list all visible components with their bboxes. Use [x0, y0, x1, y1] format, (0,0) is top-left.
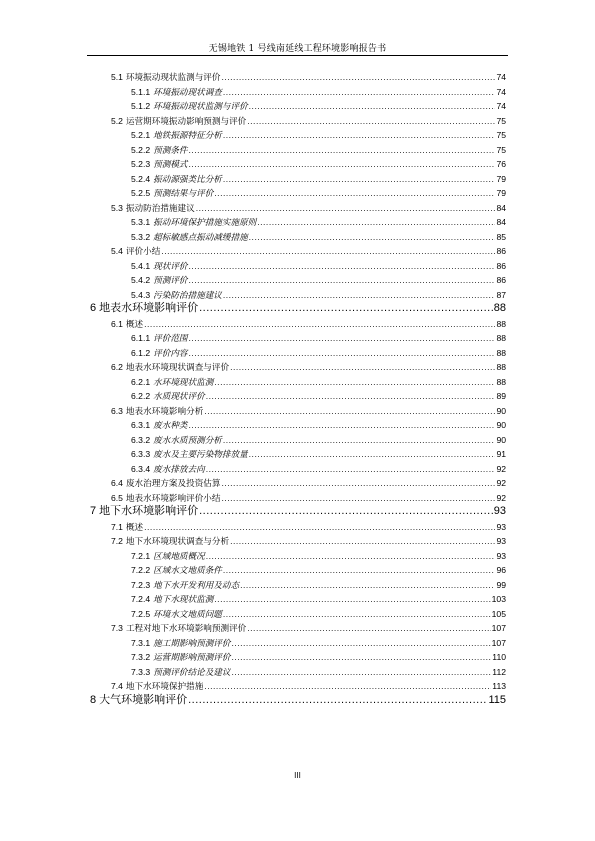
toc-entry[interactable] — [131, 231, 506, 244]
toc-leader-dots — [188, 693, 487, 707]
toc-entry-page: 74 — [496, 101, 506, 111]
toc-entry-page: 89 — [496, 391, 506, 401]
toc-entry-number: 5.2.1 — [131, 130, 151, 140]
toc-entry-page: 85 — [496, 231, 506, 242]
toc-entry-title: 地下水现状监测 — [153, 595, 214, 605]
toc-leader-dots — [214, 593, 490, 605]
toc-entry-page: 113 — [492, 681, 506, 691]
toc-entry-number: 7.3.2 — [131, 652, 151, 662]
toc-entry-title: 预测评价 — [153, 276, 188, 286]
toc-entry-page: 93 — [496, 521, 506, 532]
toc-leader-dots — [214, 187, 495, 199]
toc-entry-number: 5.1 — [111, 72, 123, 82]
toc-leader-dots — [189, 274, 496, 286]
toc-entry-title: 运营期环境振动影响预测与评价 — [125, 116, 247, 127]
toc-entry-title: 地表水环境现状调查与评价 — [125, 363, 230, 373]
toc-entry-number: 7.3 — [111, 623, 123, 633]
toc-leader-dots — [230, 535, 495, 547]
toc-entry[interactable] — [131, 216, 506, 229]
toc-entry-page: 92 — [496, 463, 506, 474]
toc-entry-title: 水环境现状监测 — [153, 377, 214, 388]
toc-entry-page: 115 — [488, 693, 506, 706]
toc-entry[interactable] — [131, 100, 506, 113]
toc-leader-dots — [189, 158, 496, 170]
toc-entry-number: 7.3.3 — [131, 666, 151, 677]
toc-entry[interactable] — [111, 405, 506, 418]
toc-entry-page: 75 — [496, 130, 506, 140]
toc-entry-title: 评价范围 — [153, 334, 188, 344]
toc-entry-title: 地表水环境影响分析 — [125, 406, 204, 417]
toc-entry-page: 105 — [491, 608, 506, 619]
toc-entry-title: 工程对地下水环境影响预测评价 — [125, 624, 247, 634]
toc-entry[interactable] — [131, 332, 506, 345]
toc-entry-page: 75 — [496, 115, 506, 126]
toc-entry[interactable] — [111, 71, 506, 84]
toc-entry[interactable] — [111, 680, 506, 693]
toc-entry-title: 废水治理方案及投资估算 — [125, 479, 221, 489]
toc-entry-title: 现状评价 — [153, 261, 188, 272]
toc-entry[interactable] — [131, 274, 506, 287]
toc-entry-page: 88 — [496, 376, 506, 387]
toc-entry-number: 7.2.3 — [131, 579, 151, 590]
toc-entry-number: 6.2.2 — [131, 391, 151, 401]
toc-leader-dots — [231, 637, 490, 649]
toc-leader-dots — [223, 608, 491, 620]
toc-entry-page: 112 — [492, 666, 506, 677]
toc-entry-number: 6.3.3 — [131, 449, 151, 459]
toc-leader-dots — [231, 666, 491, 678]
toc-entry-page: 99 — [496, 579, 506, 590]
toc-entry-number: 6.2 — [111, 362, 123, 372]
toc-leader-dots — [206, 463, 496, 475]
toc-leader-dots — [223, 86, 496, 98]
toc-entry-number: 6.3.1 — [131, 420, 151, 430]
toc-entry-number: 5.1.2 — [131, 101, 151, 111]
toc-leader-dots — [223, 173, 496, 185]
toc-entry-number: 7 — [90, 505, 97, 517]
toc-entry-title: 预测模式 — [153, 160, 188, 170]
toc-entry-number: 7.2.4 — [131, 594, 151, 604]
toc-entry-page: 103 — [491, 594, 506, 604]
toc-entry[interactable] — [111, 318, 506, 331]
toc-entry-title: 地表水环境影响评价小结 — [125, 493, 221, 504]
toc-entry-number: 5.3.2 — [131, 231, 151, 242]
toc-entry-title: 运营期影响预测评价 — [153, 653, 231, 663]
toc-entry[interactable] — [131, 463, 506, 476]
toc-entry[interactable] — [111, 622, 506, 635]
toc-entry[interactable] — [111, 477, 506, 490]
toc-entry-number: 5.4.2 — [131, 275, 151, 285]
toc-entry-number: 5.2.5 — [131, 188, 151, 198]
toc-leader-dots — [247, 622, 490, 634]
toc-entry-title: 区域地质概况 — [153, 551, 205, 562]
toc-leader-dots — [223, 434, 496, 446]
toc-entry-number: 7.3.1 — [131, 637, 151, 648]
toc-leader-dots — [144, 521, 495, 533]
toc-entry-title: 废水水质预测分析 — [153, 435, 222, 446]
toc-entry[interactable] — [111, 361, 506, 374]
toc-entry-page: 74 — [496, 72, 506, 82]
toc-entry-page: 93 — [496, 550, 506, 561]
toc-entry-title: 地铁振源特征分析 — [153, 131, 222, 141]
toc-entry-number: 5.2.4 — [131, 173, 151, 184]
toc-entry-title: 振动源强类比分析 — [153, 174, 222, 185]
toc-entry-number: 7.4 — [111, 681, 123, 691]
toc-entry[interactable] — [131, 86, 506, 99]
toc-entry-number: 6.3.2 — [131, 434, 151, 445]
toc-entry-page: 86 — [496, 260, 506, 271]
toc-leader-dots — [206, 390, 496, 402]
toc-entry[interactable] — [111, 521, 506, 534]
toc-entry-title: 废水及主要污染物排放量 — [153, 450, 248, 460]
toc-entry-number: 6.1 — [111, 318, 123, 329]
toc-entry[interactable] — [111, 115, 506, 128]
toc-leader-dots — [222, 71, 496, 83]
toc-entry-title: 环境水文地质问题 — [153, 609, 222, 620]
toc-entry-page: 75 — [496, 144, 506, 155]
toc-entry-page: 88 — [496, 362, 506, 372]
toc-entry[interactable] — [131, 144, 506, 157]
toc-entry[interactable] — [131, 448, 506, 461]
toc-leader-dots — [214, 376, 495, 388]
toc-entry[interactable] — [90, 504, 506, 518]
toc-leader-dots — [161, 245, 495, 257]
toc-entry[interactable] — [131, 129, 506, 142]
toc-leader-dots — [223, 564, 496, 576]
toc-entry[interactable] — [111, 492, 506, 505]
toc-entry-page: 88 — [496, 347, 506, 358]
toc-entry-page: 88 — [496, 333, 506, 343]
toc-entry-number: 5.4.3 — [131, 289, 151, 300]
toc-entry-page: 79 — [496, 173, 506, 184]
toc-entry[interactable] — [131, 579, 506, 592]
toc-entry-title: 概述 — [125, 522, 144, 533]
toc-entry-page: 86 — [496, 275, 506, 285]
toc-entry[interactable] — [131, 390, 506, 403]
toc-leader-dots — [189, 260, 496, 272]
toc-entry-number: 5.2.3 — [131, 159, 151, 169]
toc-entry-title: 环境振动现状监测与评价 — [125, 73, 221, 83]
toc-leader-dots — [249, 231, 496, 243]
toc-entry-page: 107 — [491, 623, 506, 633]
toc-entry-page: 93 — [496, 536, 506, 546]
toc-entry-number: 7.2.5 — [131, 608, 151, 619]
toc-entry-number: 5.2 — [111, 115, 123, 126]
toc-entry[interactable] — [131, 187, 506, 200]
toc-entry-title: 施工期影响预测评价 — [153, 638, 231, 649]
toc-entry-number: 5.2.2 — [131, 144, 151, 155]
toc-leader-dots — [196, 202, 496, 214]
toc-leader-dots — [231, 651, 491, 663]
toc-leader-dots — [189, 419, 496, 431]
toc-entry[interactable] — [111, 245, 506, 258]
toc-leader-dots — [249, 448, 496, 460]
toc-entry[interactable] — [90, 693, 506, 707]
toc-leader-dots — [223, 129, 496, 141]
toc-entry-number: 6 — [90, 302, 97, 314]
toc-entry-page: 86 — [496, 246, 506, 256]
toc-leader-dots — [204, 680, 491, 692]
toc-entry[interactable] — [131, 550, 506, 563]
toc-entry-page: 90 — [496, 405, 506, 416]
running-header: 无锡地铁 1 号线南延线工程环境影响报告书 — [208, 44, 387, 54]
toc-entry[interactable] — [131, 608, 506, 621]
toc-entry[interactable] — [131, 260, 506, 273]
toc-leader-dots — [222, 477, 496, 489]
toc-entry-page: 88 — [496, 318, 506, 329]
toc-entry-title: 污染防治措施建议 — [153, 290, 222, 301]
toc-entry[interactable] — [131, 434, 506, 447]
toc-entry-page: 110 — [492, 652, 506, 662]
toc-entry-title: 评价小结 — [125, 247, 161, 257]
toc-entry-number: 6.5 — [111, 492, 123, 503]
toc-leader-dots — [199, 504, 493, 518]
toc-entry-page: 84 — [496, 202, 506, 213]
toc-entry-title: 地下水环境现状调查与分析 — [125, 537, 230, 547]
toc-entry-title: 超标敏感点振动减缓措施 — [153, 232, 248, 243]
toc-entry-title: 预测评价结论及建议 — [153, 667, 231, 678]
toc-entry-number: 7.2.2 — [131, 565, 151, 575]
toc-leader-dots — [144, 318, 495, 330]
toc-leader-dots — [247, 115, 495, 127]
header-rule — [87, 55, 508, 56]
toc-entry[interactable] — [131, 376, 506, 389]
toc-entry-title: 振动防治措施建议 — [125, 203, 195, 214]
toc-entry-page: 88 — [493, 302, 506, 314]
toc-entry[interactable] — [131, 593, 506, 606]
toc-entry-number: 6.1.2 — [131, 347, 151, 358]
toc-entry[interactable] — [131, 347, 506, 360]
toc-entry-number: 5.3 — [111, 202, 123, 213]
toc-leader-dots — [230, 361, 495, 373]
toc-entry-page: 79 — [496, 188, 506, 198]
toc-entry-page: 84 — [496, 217, 506, 227]
toc-entry-page: 92 — [496, 478, 506, 488]
toc-entry-number: 8 — [90, 693, 97, 706]
toc-entry-title: 水质现状评价 — [153, 392, 205, 402]
toc-entry-page: 96 — [496, 565, 506, 575]
toc-entry[interactable] — [131, 666, 506, 679]
toc-entry-title: 大气环境影响评价 — [99, 692, 188, 706]
toc-entry-page: 91 — [496, 449, 506, 459]
toc-entry-number: 5.1.1 — [131, 86, 151, 97]
toc-entry[interactable] — [131, 173, 506, 186]
toc-entry-number: 6.4 — [111, 478, 123, 488]
toc-entry-title: 预测结果与评价 — [153, 189, 214, 199]
toc-entry-number: 6.2.1 — [131, 376, 151, 387]
toc-leader-dots — [189, 347, 496, 359]
toc-entry[interactable] — [111, 202, 506, 215]
toc-leader-dots — [189, 144, 496, 156]
toc-entry[interactable] — [131, 158, 506, 171]
toc-entry-title: 地下水开发利用及动态 — [153, 580, 240, 591]
toc-entry-title: 振动环境保护措施实施原则 — [153, 218, 257, 228]
toc-entry-number: 5.3.1 — [131, 217, 151, 227]
toc-entry-title: 概述 — [125, 319, 144, 330]
toc-entry-title: 废水种类 — [153, 421, 188, 431]
toc-entry-number: 5.4 — [111, 246, 123, 256]
toc-entry[interactable] — [131, 651, 506, 664]
toc-entry-number: 7.1 — [111, 521, 123, 532]
toc-entry[interactable] — [131, 289, 506, 302]
toc-entry-page: 93 — [493, 505, 506, 517]
toc-leader-dots — [222, 492, 496, 504]
toc-entry-page: 74 — [496, 86, 506, 97]
toc-entry[interactable] — [111, 535, 506, 548]
toc-entry-number: 6.3.4 — [131, 463, 151, 474]
toc-entry-title: 地下水环境保护措施 — [125, 682, 204, 692]
toc-entry-title: 环境振动现状监测与评价 — [153, 102, 248, 112]
page-number: III — [294, 771, 301, 780]
toc-entry-title: 地下水环境影响评价 — [99, 504, 199, 517]
toc-leader-dots — [257, 216, 495, 228]
toc-leader-dots — [223, 289, 496, 301]
toc-entry-page: 87 — [496, 289, 506, 300]
toc-entry-number: 7.2 — [111, 536, 123, 546]
toc-entry-title: 环境振动现状调查 — [153, 87, 222, 98]
toc-leader-dots — [249, 100, 496, 112]
toc-entry-number: 5.4.1 — [131, 260, 151, 271]
toc-entry-title: 评价内容 — [153, 348, 188, 359]
toc-entry-page: 90 — [496, 434, 506, 445]
toc-leader-dots — [204, 405, 495, 417]
toc-entry-title: 区域水文地质条件 — [153, 566, 222, 576]
toc-entry-number: 6.3 — [111, 405, 123, 416]
toc-entry[interactable] — [131, 564, 506, 577]
toc-entry-page: 107 — [491, 637, 506, 648]
toc-leader-dots — [189, 332, 496, 344]
toc-entry-number: 7.2.1 — [131, 550, 151, 561]
toc-leader-dots — [199, 301, 493, 315]
toc-leader-dots — [206, 550, 496, 562]
toc-entry-page: 76 — [496, 159, 506, 169]
toc-entry-page: 90 — [496, 420, 506, 430]
toc-entry[interactable] — [90, 301, 506, 315]
toc-entry-number: 6.1.1 — [131, 333, 151, 343]
toc-entry-title: 预测条件 — [153, 145, 188, 156]
toc-entry-page: 92 — [496, 492, 506, 503]
toc-entry[interactable] — [131, 419, 506, 432]
toc-entry[interactable] — [131, 637, 506, 650]
toc-entry-title: 地表水环境影响评价 — [99, 301, 199, 314]
toc-leader-dots — [240, 579, 495, 591]
toc-entry-title: 废水排放去向 — [153, 464, 205, 475]
